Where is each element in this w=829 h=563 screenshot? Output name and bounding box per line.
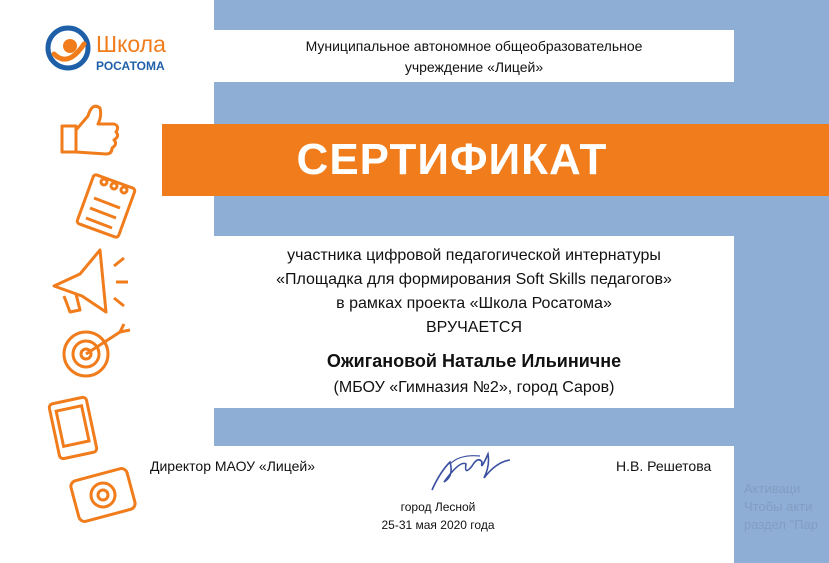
megaphone-icon	[54, 250, 128, 312]
certificate-title: СЕРТИФИКАТ	[296, 135, 608, 184]
side-icon-column	[40, 98, 150, 538]
activation-watermark	[744, 480, 818, 534]
footer-dates: 25-31 мая 2020 года	[381, 518, 495, 532]
recipient-name: Ожигановой Наталье Ильиничне	[326, 351, 622, 371]
logo-text-2: РОСАТОМА	[96, 59, 165, 73]
logo-text-1: Школа	[96, 31, 166, 57]
body-line-2: «Площадка для формирования Soft Skills педагогов»	[276, 271, 672, 288]
target-icon	[64, 324, 130, 376]
director-name: Н.В. Решетова	[616, 458, 712, 474]
org-line-1: Муниципальное автономное общеобразовательное	[305, 38, 643, 54]
thumbs-up-icon	[62, 106, 118, 154]
watermark-line-3: раздел "Пар	[744, 517, 818, 532]
footer-city: город Лесной	[400, 500, 476, 514]
body-line-3: в рамках проекта «Школа Росатома»	[336, 295, 612, 312]
watermark-line-1: Активаци	[744, 481, 801, 496]
notepad-icon	[76, 174, 135, 238]
handwritten-signature	[420, 442, 520, 498]
certificate-body	[214, 236, 734, 408]
tablet-icon	[49, 397, 98, 460]
org-line-2: учреждение «Лицей»	[404, 59, 544, 75]
organization-header	[214, 30, 734, 82]
director-title: Директор МАОУ «Лицей»	[150, 458, 315, 474]
recipient-school: (МБОУ «Гимназия №2», город Саров)	[333, 379, 615, 396]
watermark-line-2: Чтобы акти	[744, 499, 813, 514]
camera-icon	[70, 467, 137, 523]
school-rosatom-logo	[44, 18, 194, 78]
body-line-4: ВРУЧАЕТСЯ	[425, 319, 523, 336]
body-line-1: участника цифровой педагогической интернатуры	[287, 247, 661, 264]
